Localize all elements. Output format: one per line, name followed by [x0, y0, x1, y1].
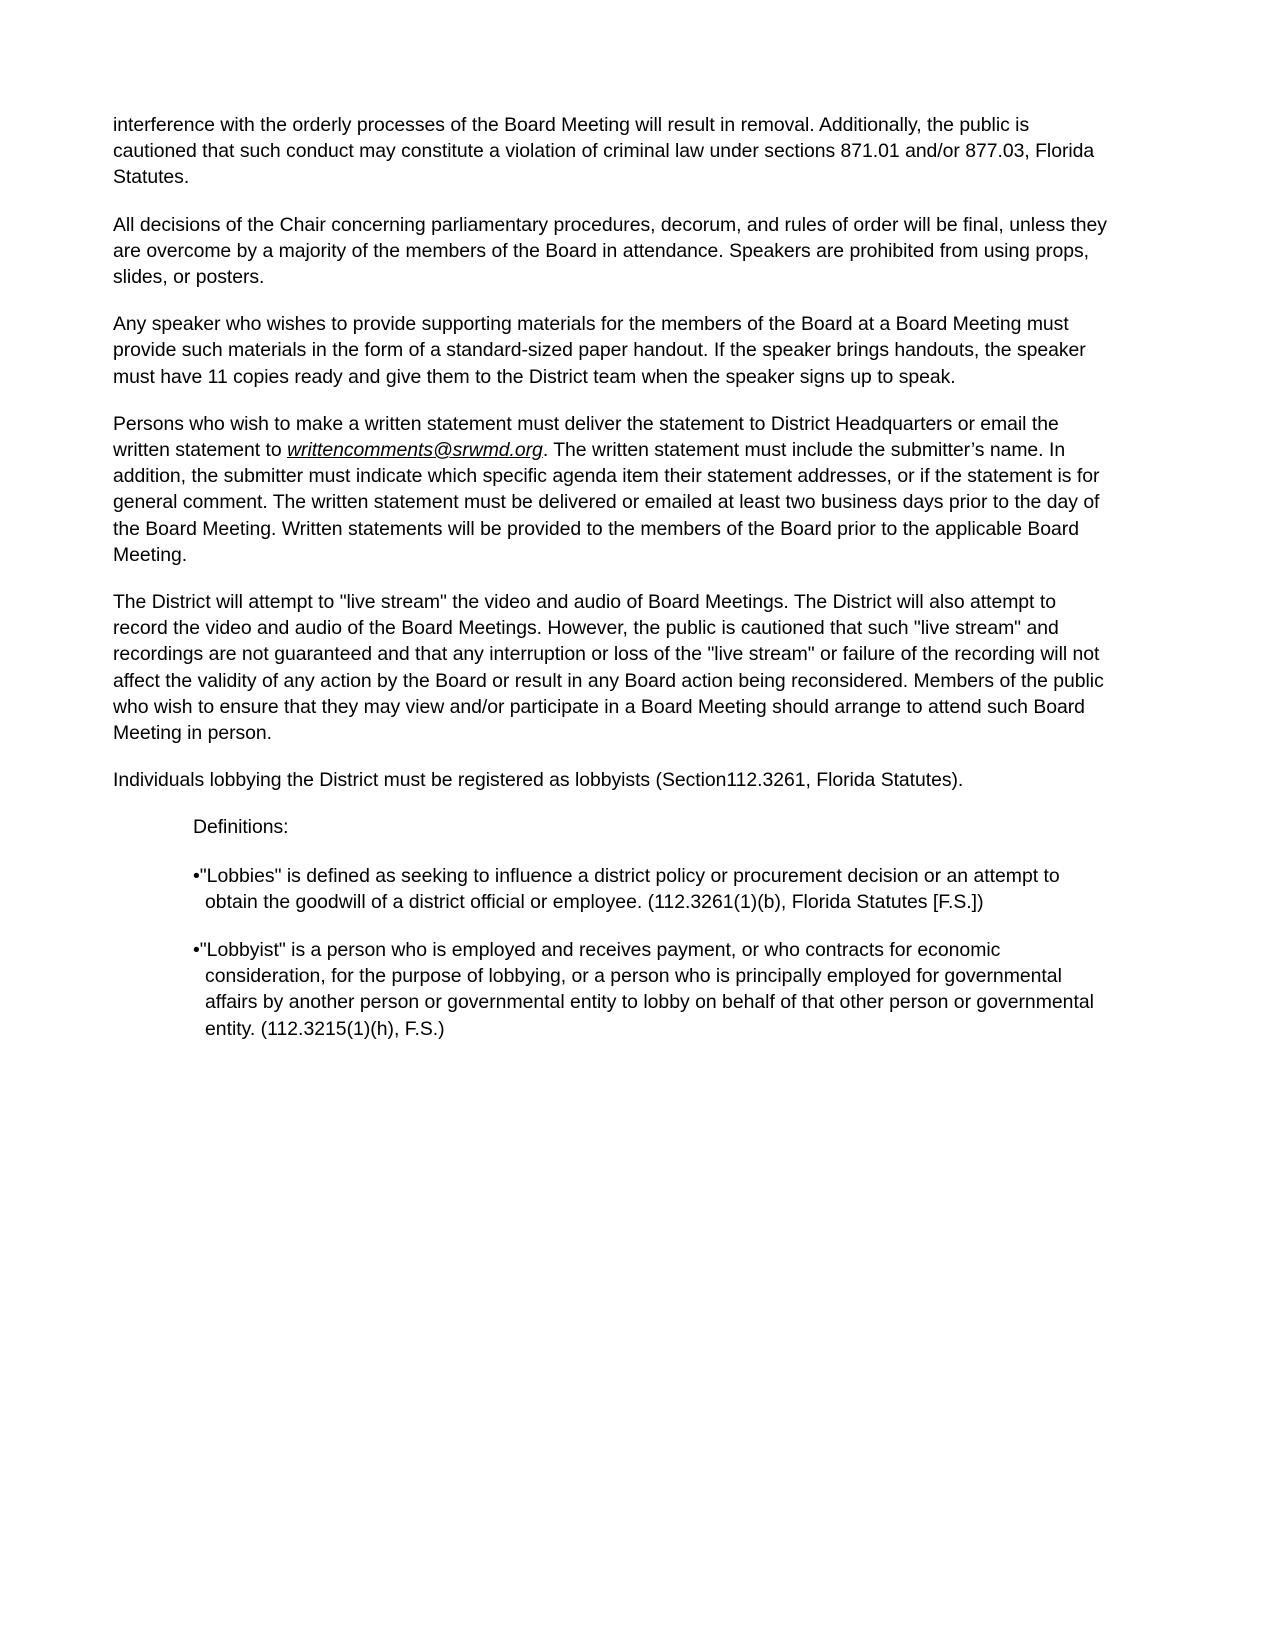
definitions-block	[193, 814, 1112, 1041]
definition-item-lobbies	[193, 863, 1112, 915]
written-statement-text-before-email: Persons who wish to make a written statement must deliver the statement to District Headquarters or email the written statement to	[113, 412, 1059, 462]
paragraph-supporting-materials: Any speaker who wishes to provide supporting materials for the members of the Board at a Board Meeting must provide such materials in the form of a standard-sized paper handout. If the speaker brings handouts, the speaker must have 11 copies ready and give them to the District team when the speaker signs up to speak.	[113, 313, 1086, 388]
written-comments-email-link[interactable]: writtencomments@srwmd.org	[287, 439, 543, 462]
paragraph-written-statements	[113, 411, 1112, 568]
paragraph-interference-removal: interference with the orderly processes of the Board Meeting will result in removal. Additionally, the public is cautioned that such conduct may constitute a violation of criminal law under sections 871.01 and/or 877.03, Florida Statutes.	[113, 114, 1095, 189]
definition-item-lobbyist-text: •"Lobbyist" is a person who is employed and receives payment, or who contracts for economic consideration, for the purpose of lobbying, or a person who is principally employed for governmental affairs by another person or governmental entity to lobby on behalf of that other person or governmental entity. (112.3215(1)(h), F.S.)	[193, 939, 1094, 1040]
paragraph-live-stream: The District will attempt to "live stream" the video and audio of Board Meetings. The District will also attempt to record the video and audio of the Board Meetings. However, the public is cautioned that such "live stream" and recordings are not guaranteed and that any interruption or loss of the "live stream" or failure of the recording will not affect the validity of any action by the Board or result in any Board action being reconsidered. Members of the public who wish to ensure that they may view and/or participate in a Board Meeting should arrange to attend such Board Meeting in person.	[113, 591, 1104, 745]
definition-item-lobbyist	[193, 937, 1112, 1042]
definition-item-lobbies-text: •"Lobbies" is defined as seeking to influence a district policy or procurement decision or an attempt to obtain the goodwill of a district official or employee. (112.3261(1)(b), Florida Statutes [F.S.])	[193, 864, 1060, 913]
paragraph-chair-decisions: All decisions of the Chair concerning parliamentary procedures, decorum, and rules of order will be final, unless they are overcome by a majority of the members of the Board in attendance. Speakers are prohibited from using props, slides, or posters.	[113, 213, 1107, 289]
written-statement-text-after-email: . The written statement must include the submitter’s name. In addition, the submitter must indicate which specific agenda item their statement addresses, or if the statement is for general comment. The written statement must be delivered or emailed at least two business days prior to the day of the Board Meeting. Written statements will be provided to the members of the Board prior to the applicable Board Meeting.	[113, 439, 1100, 566]
document-body	[113, 112, 1112, 1064]
definitions-heading: Definitions:	[193, 816, 289, 839]
paragraph-lobbyist-registration: Individuals lobbying the District must be registered as lobbyists (Section112.3261, Florida Statutes).	[113, 769, 964, 792]
